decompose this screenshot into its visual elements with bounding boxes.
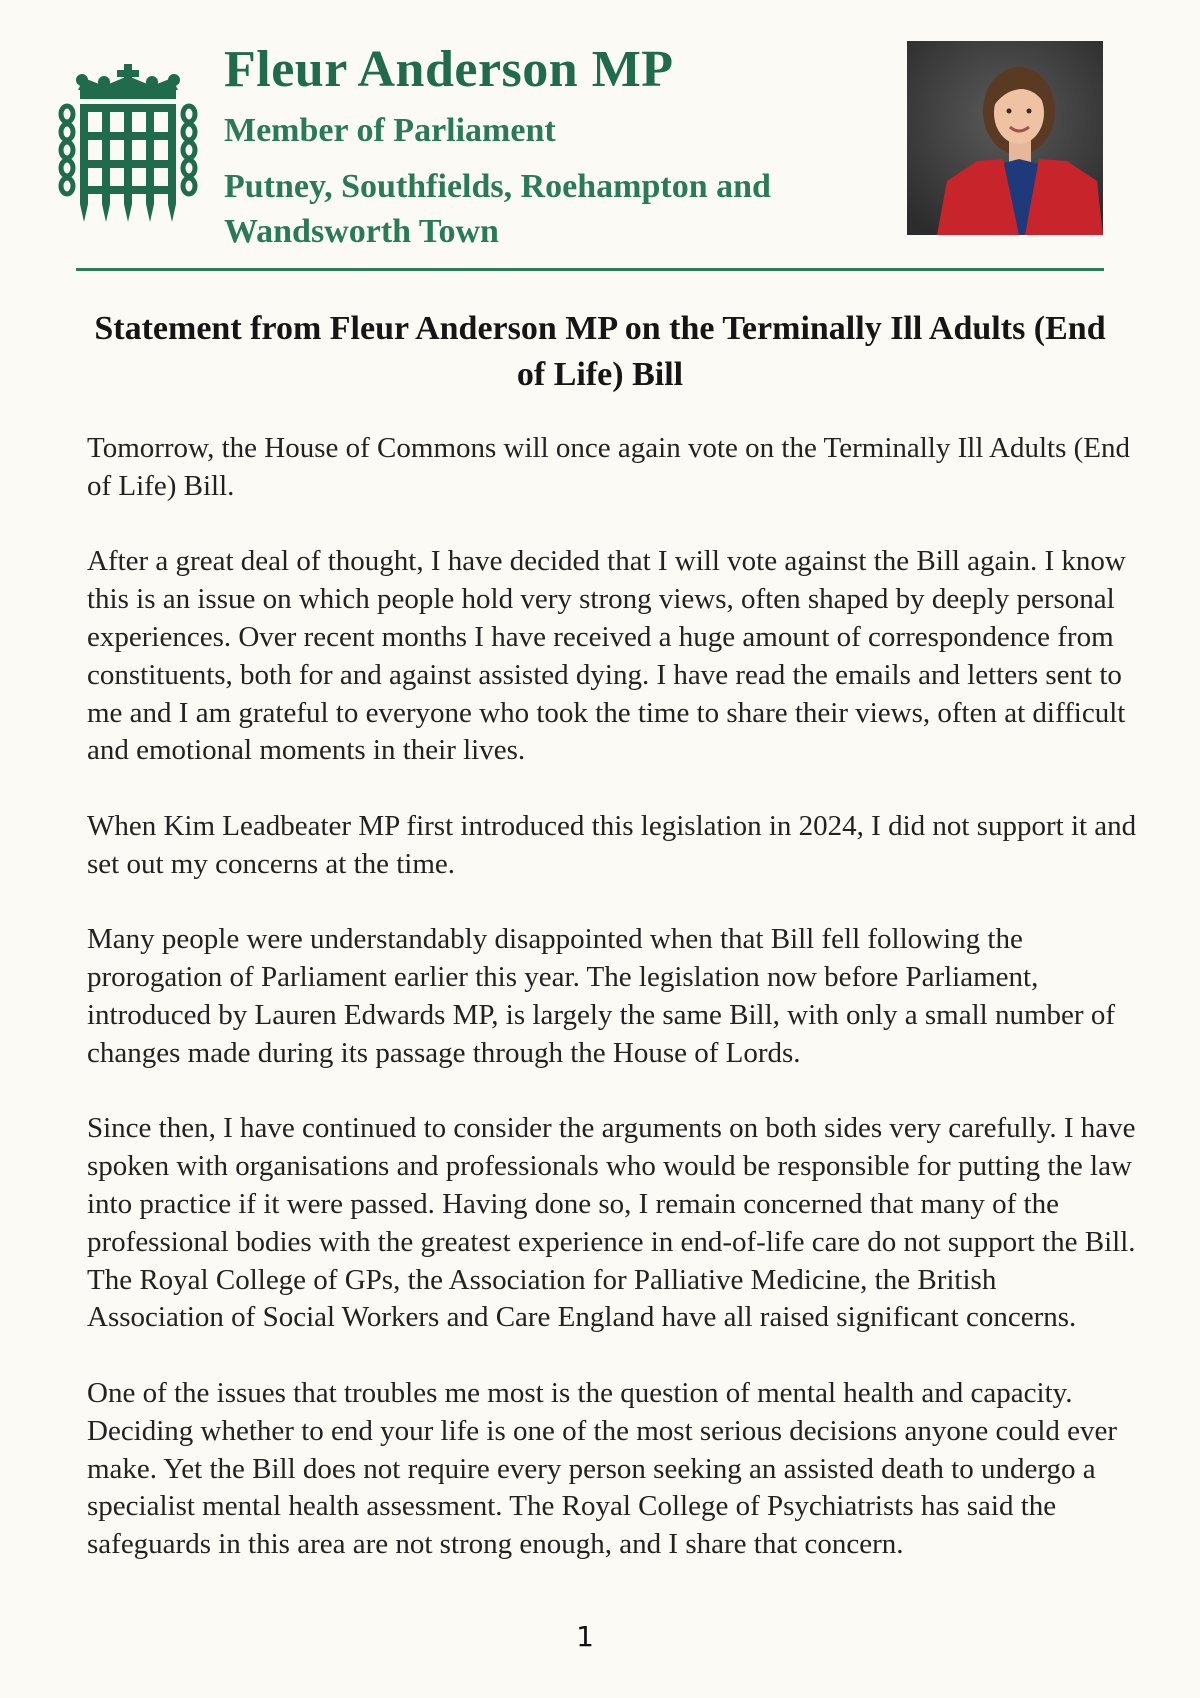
paragraph: One of the issues that troubles me most is the question of mental health and capacity. Deciding whether to end your life is one of the most serious decisions anyone could ever make. Yet the Bill does not require every person seeking an assisted death to undergo a specialist mental health assessment. The Royal College of Psychiatrists has said the safeguards in this area are not strong enough, and I share that concern.: [87, 1376, 1118, 1561]
letterhead: [0, 0, 1200, 280]
portrait-illustration: [907, 41, 1103, 235]
statement-body: [87, 430, 1137, 1602]
mp-role: Member of Parliament: [224, 112, 556, 149]
paragraph: When Kim Leadbeater MP first introduced this legislation in 2024, I did not support it and set out my concerns at the time.: [87, 809, 1137, 880]
paragraph: Since then, I have continued to consider the arguments on both sides very carefully. I have spoken with organisations and professionals who would be responsible for putting the law into practice if it were passed. Having done so, I remain concerned that many of the professional bodies with the greatest experience in end-of-life care do not support the Bill. The Royal College of GPs, the Association for Palliative Medicine, the British Association of Social Workers and Care England have all raised significant concerns.: [87, 1112, 1136, 1334]
paragraph: Many people were understandably disappointed when that Bill fell following the prorogation of Parliament earlier this year. The legislation now before Parliament, introduced by Lauren Edwards MP, is largely the same Bill, with only a small number of changes made during its passage through the House of Lords.: [87, 923, 1115, 1069]
mp-portrait-photo: [907, 41, 1103, 235]
portcullis-icon: [58, 62, 198, 226]
header-divider: [76, 268, 1104, 271]
mp-name: Fleur Anderson MP: [224, 41, 674, 98]
paragraph: After a great deal of thought, I have decided that I will vote against the Bill again. I know this is an issue on which people hold very strong views, often shaped by deeply personal experiences. Over recent months I have received a huge amount of correspondence from constituents, both for and against assisted dying. I have read the emails and letters sent to me and I am grateful to everyone who took the time to share their views, often at difficult and emotional moments in their lives.: [87, 545, 1126, 767]
mp-constituency: Putney, Southfields, Roehampton and Wandsworth Town: [224, 168, 771, 250]
page-number: 1: [576, 1620, 594, 1653]
statement-title: Statement from Fleur Anderson MP on the Terminally Ill Adults (End of Life) Bill: [94, 310, 1106, 393]
paragraph: Tomorrow, the House of Commons will once again vote on the Terminally Ill Adults (End of Life) Bill.: [87, 432, 1130, 502]
